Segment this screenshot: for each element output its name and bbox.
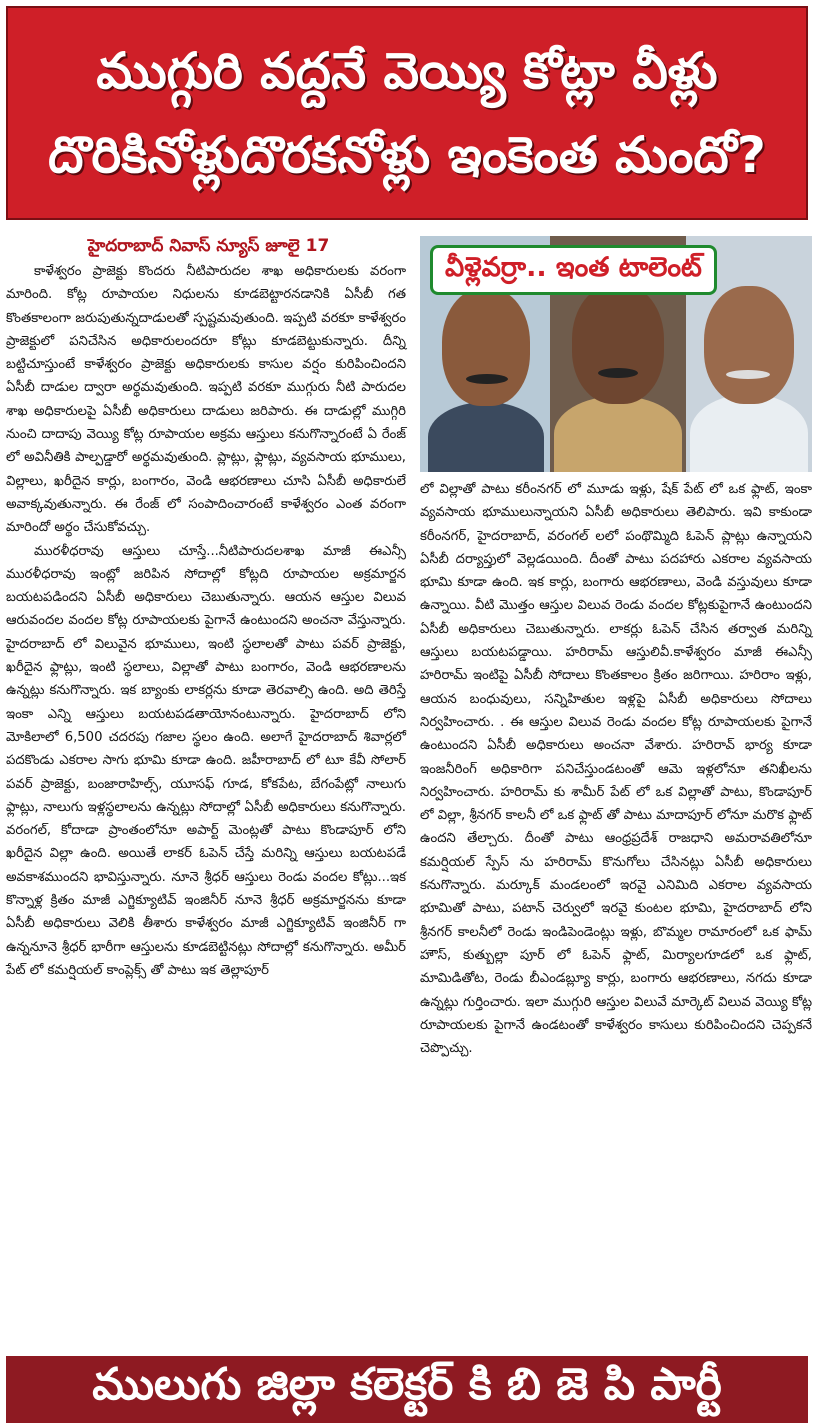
next-headline — [6, 1356, 808, 1423]
right-paragraph-1: లో విల్లాతో పాటు కరీంనగర్ లో మూడు ఇళ్లు, షేక్ పేట్ లో ఒక ఫ్లాట్, ఇంకా వ్యవసాయ భూములున్నాయని ఏసీబీ అధికారులు తెలిపారు. ఇవి కాకుండా కరీంనగర్, హైదరాబాద్, వరంగల్ లలో పంథొమ్మిది ఓపెన్ ప్లాట్లు ఉన్నాయని ఏసీబీ దర్యాప్తులో వెల్లడయింది. దీంతో పాటు పదహారు ఎకరాల వ్యవసాయ భూమి కూడా ఉంది. ఇక కార్లు, బంగారు ఆభరణాలు, వెండి వస్తువులు కూడా ఉన్నాయి. వీటి మొత్తం ఆస్తుల విలువ రెండు వందల కోట్లకుపైగానే ఉంటుందని ఏసీబీ అధికారులు చెబుతున్నారు. లాకర్లు ఓపెన్ చేసిన తర్వాత మరిన్ని ఆస్తులు బయటపడ్డాయి. హరిరామ్ ఆస్తులివీ.కాళేశ్వరం మాజీ ఈఎన్సీ హరిరామ్ ఇంటిపై ఏసీబీ సోదాలు కొంతకాలం క్రితం జరిగాయి. హరిరాం ఇళ్లు, ఆయన బంధువులు, సన్నిహితుల ఇళ్లపై ఏసీబీ అధికారులు సోదాలు నిర్వహించారు. . ఈ ఆస్తుల విలువ రెండు వందల కోట్ల రూపాయలకు పైగానే ఉంటుందని ఏసీబీ అధికారులు అంచనా వేశారు. హరిరావ్ భార్య కూడా ఇంజనీరింగ్ అధికారిగా పనిచేస్తుండటంతో ఆమె ఇళ్లలోనూ తనిఖీలను నిర్వహించారు. హరిరామ్ కు శామీర్ పేట్ లో ఒక విల్లాతో పాటు, కొండాపూర్ లో విల్లా, శ్రీనగర్ కాలనీ లో ఒక ఫ్లాట్ తో పాటు మాదాపూర్ లోనూ మరొక ఫ్లాట్ ఉందని తేల్చారు. దీంతో పాటు ఆంధ్రప్రదేశ్ రాజధాని అమరావతిలోనూ కమర్షియల్ స్పేస్ ను హరిరామ్ కొనుగోలు చేసినట్లు ఏసీబీ అధికారులు కనుగొన్నారు. మర్కూక్ మండలంలో ఇరవై ఎనిమిది ఎకరాల వ్యవసాయ భూమితో పాటు, పటాన్ చెర్వులో ఇరవై కుంటల భూమి, హైదరాబాద్ లోని శ్రీనగర్ కాలనీలో రెండు ఇండిపెండెంట్లు ఇళ్లు, బొమ్మల రామారంలో ఒక ఫామ్ హౌస్, కుత్బుల్లా పూర్ లో ఓపెన్ ఫ్లాట్, మిర్యాలగూడలో ఒక ఫ్లాట్, మామిడితోట, రెండు బీఎండబ్ల్యూ కార్లు, బంగారు ఆభరణాలు, నగదు కూడా ఉన్నట్లు గుర్తించారు. ఇలా ముగ్గురి ఆస్తుల విలువే మార్కెట్ విలువ వెయ్యి కోట్ల రూపాయలకు పైగానే ఉండటంతో కాళేశ్వరం కాసులు కురిపించిందని చెప్పకనే చెప్పొచ్చు. — [420, 482, 812, 1057]
headline-line-1: ముగ్గురి వద్దనే వెయ్యి కోట్లా వీళ్లు — [96, 42, 718, 100]
next-headline-text: ములుగు జిల్లా కలెక్టర్ కి బి జె పి పార్టీ — [92, 1358, 722, 1410]
article-right-column — [420, 478, 812, 1060]
left-paragraph-2: మురళీధరావు ఆస్తులు చూస్తే...నీటిపారుదలశాఖ మాజీ ఈఎన్సీ మురళీధరావు ఇంట్లో జరిపిన సోదాల్లో కోట్లది రూపాయల అక్రమార్జన బయటపడిందని ఏసీబీ అధికారులు చెబుతున్నారు. ఆయన ఆస్తుల విలువ ఆరువందల వందల కోట్ల రూపాయలకు పైగానే ఉంటుందని అంచనా వేస్తున్నారు. హైదరాబాద్ లో విలువైన భూములు, ఇంటి స్థలాలతో పాటు పవర్ ప్రాజెక్టు, ఖరీదైన ఫ్లాట్లు, ఇంటి స్థలాలు, విల్లాతో పాటు బంగారం, వెండి ఆభరణాలను ఉన్నట్లు కనుగొన్నారు. ఇక బ్యాంకు లాకర్లను కూడా తెరవాల్సి ఉంది. అది తెరిస్తే ఇంకా ఎన్ని ఆస్తులు బయటపడతాయోనంటున్నారు. హైదరాబాద్ లోని మోకిలాలో 6,500 చదరపు గజాల స్థలం ఉంది. అలాగే హైదరాబాద్ శివార్లలో పదకొండు ఎకరాల సాగు భూమి కూడా ఉంది. జహీరాబాద్ లో టూ కేవీ సోలార్ పవర్ ప్రాజెక్టు, బంజారాహిల్స్, యూసఫ్ గూడ, కోకపేట, బేగంపేట్లో నాలుగు ఫ్లాట్లు, నాలుగు ఇళ్లస్థలాలను ఉన్నట్లు సోదాల్లో ఏసీబీ అధికారులు కనుగొన్నారు. వరంగల్, కోదాడా ప్రాంతంలోనూ అపార్ట్ మెంట్లతో పాటు కొండాపూర్ లోని ఖరీదైన విల్లా ఉంది. అయితే లాకర్ ఓపెన్ చేస్తే మరిన్ని ఆస్తులు బయటపడే అవకాశముందని భావిస్తున్నారు. నూనె శ్రీధర్ ఆస్తులు రెండు వందల కోట్లు...ఇక కొన్నాళ్ల క్రితం మాజీ ఎగ్జిక్యూటివ్ ఇంజినీర్ నూనె శ్రీధర్ అక్రమార్జనను కూడా ఏసీబీ అధికారులు వెలికి తీశారు కాళేశ్వరం మాజీ ఎగ్జిక్యూటివ్ ఇంజినీర్ గా ఉన్ననూనె శ్రీధర్ భారీగా ఆస్తులను కూడబెట్టినట్లు సోదాల్లో కనుగొన్నారు. అమీర్ పేట్ లో కమర్షియల్ కాంప్లెక్స్ తో పాటు ఇక తెల్లాపూర్ — [6, 543, 406, 978]
headline-line-2: దొరికినోళ్లుదొరకనోళ్లు ఇంకెంత మందో? — [48, 126, 766, 184]
left-paragraph-1: కాళేశ్వరం ప్రాజెక్టు కొందరు నీటిపారుదల శాఖ అధికారులకు వరంగా మారింది. కోట్ల రూపాయల నిధులను కూడబెట్టారనడానికి ఏసీబీ గత కొంతకాలంగా జరుపుతున్నదాడులతో స్పష్టమవుతుంది. ఇప్పటి వరకూ కాళేశ్వరం ప్రాజెక్టులో పనిచేసిన అధికారులందరూ కోట్లు కూడబెట్టుకున్నారు. దీన్ని బట్టిచూస్తుంటే కాళేశ్వరం ప్రాజెక్టు అధికారులకు కాసుల వర్షం కురిపించిందని ఏసీబీ దాడుల ద్వారా అర్థమవుతుంది. ఇప్పటి వరకూ ముగ్గురు నీటి పారుదల శాఖ అధికారులపై ఏసీబీ అధికారులు దాడులు జరిపారు. ఈ దాడుల్లో ముగ్గిరి నుంచి దాదాపు వెయ్యి కోట్ల రూపాయల అక్రమ ఆస్తులు కనుగొన్నారంటే ఏ రేంజ్ లో అవినీతికి పాల్పడ్డారో అర్థమవుతుంది. ప్లాట్లు, ఫ్లాట్లు, వ్యవసాయ భూములు, విల్లాలు, ఖరీదైన కార్లు, బంగారం, వెండి ఆభరణాలు చూసి ఏసీబీ అధికారులే అవాక్కవుతున్నారు. ఈ రేంజ్ లో సంపాదించారంటే కాళేశ్వరం ఎంత వరంగా మారిందో అర్థం చేసుకోవచ్చు. — [6, 264, 406, 536]
photo-caption: వీళ్లెవర్రా.. ఇంత టాలెంట్ — [430, 245, 717, 295]
article-left-column — [6, 260, 406, 982]
main-headline — [6, 6, 808, 220]
dateline: హైదరాబాద్ నివాస్ న్యూస్ జూలై 17 — [87, 236, 330, 256]
